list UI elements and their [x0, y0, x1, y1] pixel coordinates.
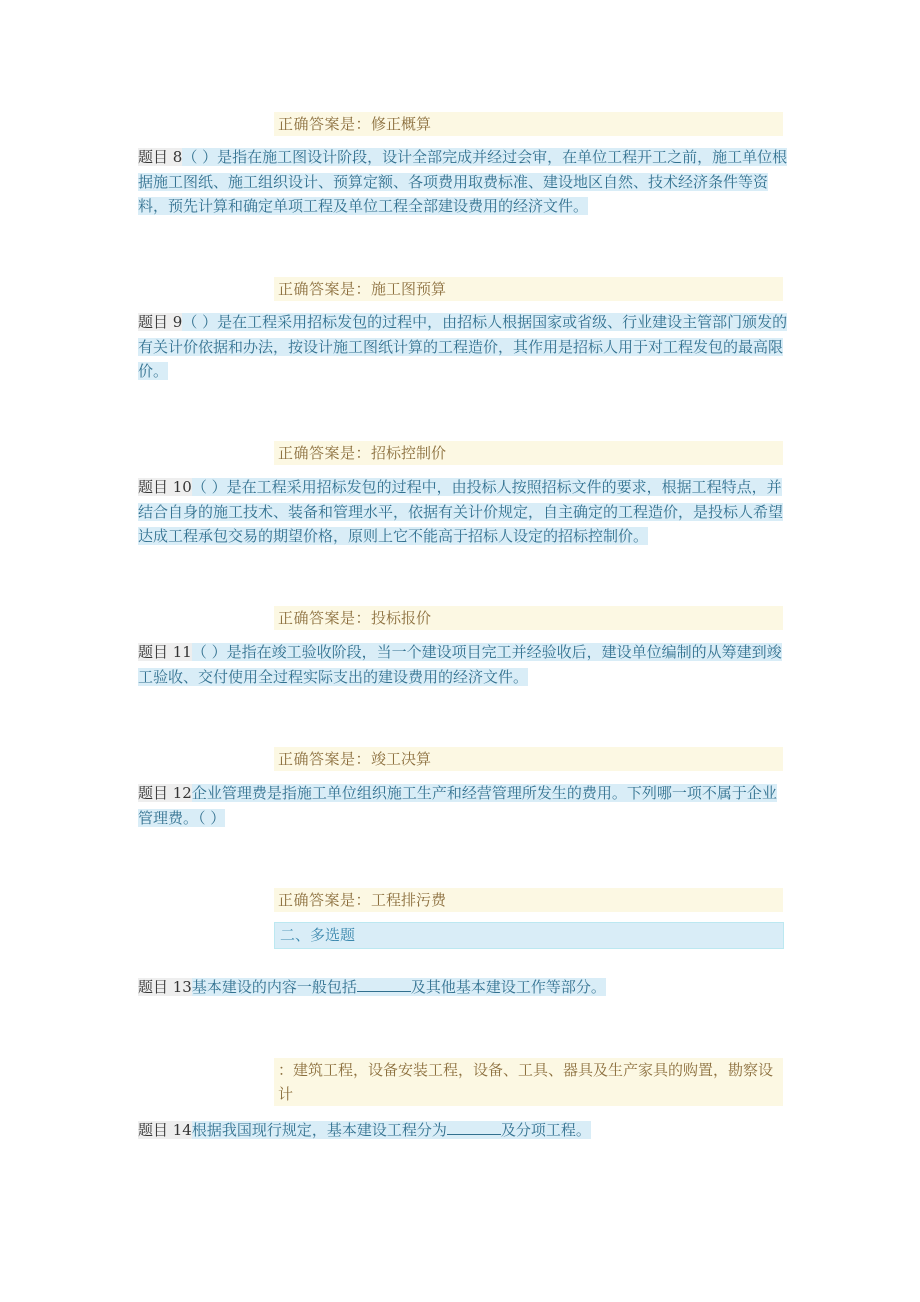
correct-answer-q7: [274, 112, 783, 136]
answer-value: 修正概算: [371, 115, 432, 133]
section-title: 二、多选题: [274, 922, 784, 949]
question-text-before: 根据我国现行规定，基本建设工程分为: [191, 1121, 447, 1139]
answer-prefix: 正确答案是：: [278, 750, 372, 768]
answer-prefix: 正确答案是：: [278, 444, 372, 462]
question-text: （ ）是在工程采用招标发包的过程中，由投标人按照招标文件的要求，根据工程特点，并结合自身的施工技术、装备和管理水平，依据有关计价规定，自主确定的工程造价，是投标人希望达成工程承包交易的期望价格，原则上它不能高于招标人设定的招标控制价。: [138, 478, 784, 545]
question-label: 题目 12: [138, 784, 192, 802]
question-label: 题目 11: [138, 643, 192, 661]
question-label: 题目 14: [138, 1121, 192, 1139]
question-8: [138, 145, 788, 219]
question-11: [138, 640, 788, 689]
question-text-after: 及分项工程。: [500, 1121, 591, 1139]
answer-value: 招标控制价: [371, 444, 447, 462]
question-text: （ ）是指在施工图设计阶段，设计全部完成并经过会审，在单位工程开工之前，施工单位根据施工图纸、施工组织设计、预算定额、各项费用取费标准、建设地区自然、技术经济条件等资料，预先计算和确定单项工程及单位工程全部建设费用的经济文件。: [138, 148, 788, 215]
question-text: [192, 1121, 591, 1139]
question-label: 题目 13: [138, 978, 192, 996]
correct-answer-q13: [274, 1058, 783, 1106]
question-text: （ ）是指在竣工验收阶段，当一个建设项目完工并经验收后，建设单位编制的从筹建到竣工验收、交付使用全过程实际支出的建设费用的经济文件。: [138, 643, 782, 686]
answer-prefix: 正确答案是：: [278, 280, 372, 298]
correct-answer-q10: [274, 606, 783, 630]
fill-blank: [357, 977, 411, 992]
correct-answer-q8: [274, 277, 783, 301]
question-text: 企业管理费是指施工单位组织施工生产和经营管理所发生的费用。下列哪一项不属于企业管理费。（ ）: [138, 784, 777, 827]
question-text-before: 基本建设的内容一般包括: [191, 978, 357, 996]
answer-value: 工程排污费: [371, 891, 447, 909]
answer-prefix: 正确答案是：: [278, 115, 372, 133]
question-14: [138, 1118, 788, 1143]
question-text-after: 及其他基本建设工作等部分。: [410, 978, 606, 996]
correct-answer-q11: [274, 747, 783, 771]
correct-answer-q12: [274, 888, 783, 912]
question-text: （ ）是在工程采用招标发包的过程中，由招标人根据国家或省级、行业建设主管部门颁发的有关计价依据和办法，按设计施工图纸计算的工程造价，其作用是招标人用于对工程发包的最高限价。: [138, 313, 788, 380]
question-label: 题目 10: [138, 478, 192, 496]
answer-value: 施工图预算: [371, 280, 447, 298]
question-label: 题目 8: [138, 148, 183, 166]
answer-value: 投标报价: [371, 609, 432, 627]
question-9: [138, 310, 788, 384]
question-13: [138, 975, 788, 1000]
fill-blank: [447, 1120, 501, 1135]
answer-prefix: 正确答案是：: [278, 609, 372, 627]
answer-value: ：建筑工程，设备安装工程，设备、工具、器具及生产家具的购置，勘察设计: [278, 1061, 774, 1103]
question-text: [192, 978, 606, 996]
answer-prefix: 正确答案是：: [278, 891, 372, 909]
question-10: [138, 475, 788, 549]
question-label: 题目 9: [138, 313, 183, 331]
answer-value: 竣工决算: [371, 750, 432, 768]
correct-answer-q9: [274, 441, 783, 465]
question-12: [138, 781, 788, 830]
